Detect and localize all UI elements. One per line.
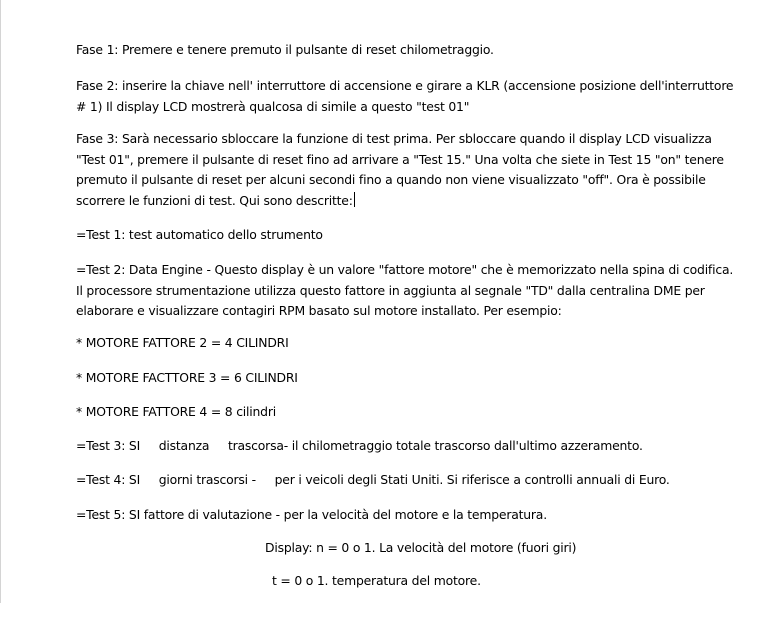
list-item-fattore-4: * MOTORE FATTORE 4 = 8 cilindri — [76, 404, 276, 419]
paragraph-fase-2: Fase 2: inserire la chiave nell' interruttore di accensione e girare a KLR (accensione posizione dell'interruttore # 1) Il display LCD mostrerà qualcosa di simile a questo "test 01" — [76, 78, 734, 114]
paragraph-fase-3 — [76, 129, 748, 211]
paragraph-test-2: =Test 2: Data Engine - Questo display è un valore "fattore motore" che è memorizzato nella spina di codifica. Il processore strumentazione utilizza questo fattore in aggiunta al segnale "TD" dalla centralina DME per elaborare e visualizzare contagiri RPM basato sul motore installato. Per esempio: — [76, 262, 734, 318]
page-left-border — [0, 0, 1, 603]
paragraph-fase-3-text: Fase 3: Sarà necessario sbloccare la funzione di test prima. Per sbloccare quando il display LCD visualizza "Test 01", premere il pulsante di reset fino ad arrivare a "Test 15." Una volta che siete in Test 15 "on" tenere premuto il pulsante di reset per alcuni secondi fino a quando non viene visualizzato "off". Ora è possibile scorrere le funzioni di test. Qui sono descritte: — [76, 131, 724, 208]
paragraph-test-5: =Test 5: SI fattore di valutazione - per la velocità del motore e la temperatura. — [76, 507, 547, 522]
display-engine-speed-line: Display: n = 0 o 1. La velocità del motore (fuori giri) — [265, 540, 577, 555]
list-item-fattore-2: * MOTORE FATTORE 2 = 4 CILINDRI — [76, 335, 289, 350]
paragraph-test-3: =Test 3: SI distanza trascorsa- il chilometraggio totale trascorso dall'ultimo azzeramento. — [76, 438, 643, 453]
paragraph-test-1: =Test 1: test automatico dello strumento — [76, 227, 323, 242]
text-cursor — [354, 192, 355, 207]
paragraph-test-4: =Test 4: SI giorni trascorsi - per i veicoli degli Stati Uniti. Si riferisce a controlli annuali di Euro. — [76, 472, 670, 487]
list-item-fattore-3: * MOTORE FACTTORE 3 = 6 CILINDRI — [76, 370, 298, 385]
display-temperature-line: t = 0 o 1. temperatura del motore. — [272, 573, 481, 588]
paragraph-fase-1: Fase 1: Premere e tenere premuto il pulsante di reset chilometraggio. — [76, 42, 494, 57]
